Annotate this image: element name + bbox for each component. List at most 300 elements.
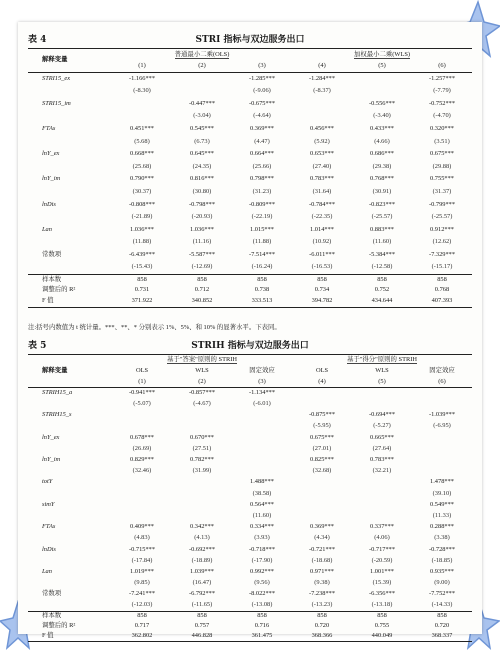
stat-cell: 858 [412, 274, 472, 285]
coef-cell: 0.790*** [130, 175, 154, 183]
row-label: FTAs [42, 523, 56, 531]
stat-cell: 0.717 [134, 622, 150, 630]
table5-method-6: 固定效应 [429, 366, 455, 374]
coef-cell: 0.337*** [370, 523, 394, 531]
tstat-cell: (4.34) [314, 534, 330, 542]
stat-cell: 340.852 [172, 296, 232, 307]
coef-cell: -6.439*** [128, 250, 156, 258]
tstat-cell: (32.46) [132, 467, 152, 475]
coef-cell: -0.718*** [248, 545, 276, 553]
tstat-cell: (-17.84) [131, 556, 153, 564]
coef-cell [232, 432, 292, 443]
coef-cell: -0.721*** [308, 545, 336, 553]
stat-row [28, 285, 472, 296]
row-label: lnDis [42, 545, 56, 553]
tstat-cell [112, 110, 172, 123]
tstat-cell: (-3.04) [193, 112, 211, 120]
tstat-cell: (4.06) [374, 534, 390, 542]
coef-cell: -0.728*** [428, 545, 456, 553]
stat-row [28, 274, 472, 285]
tstat-cell: (-8.30) [133, 87, 151, 95]
stat-cell: 446.828 [172, 631, 232, 641]
coef-cell: 0.369*** [250, 124, 274, 132]
row-label: FTAs [42, 124, 56, 132]
table-row [28, 455, 472, 466]
table-row [28, 224, 472, 237]
tstat-cell [112, 421, 172, 432]
tstat-cell: (-12.03) [131, 601, 153, 609]
stat-cell: 858 [292, 611, 352, 621]
tstat-cell: (-18.85) [431, 556, 453, 564]
table-row-tstat [28, 85, 472, 98]
coef-cell [172, 499, 232, 510]
stat-cell: 858 [232, 611, 292, 621]
tstat-cell: (12.62) [432, 238, 452, 246]
coef-cell: 0.992*** [250, 567, 274, 575]
table-row-tstat [28, 600, 472, 611]
table-row [28, 148, 472, 161]
coef-cell: 0.675*** [430, 150, 454, 158]
coef-cell: 0.645*** [190, 150, 214, 158]
tstat-cell [172, 85, 232, 98]
table4-colnum-2: (2) [198, 62, 206, 70]
stat-cell: 858 [292, 274, 352, 285]
tstat-cell [352, 85, 412, 98]
coef-cell [172, 73, 232, 86]
table5 [28, 354, 472, 642]
stat-cell: 361.475 [232, 631, 292, 641]
table5-colnum-5: (5) [378, 377, 386, 385]
tstat-cell: (-15.17) [431, 263, 453, 271]
coef-cell: -1.134*** [232, 388, 292, 399]
coef-cell: 1.036*** [190, 225, 214, 233]
coef-cell: 0.549*** [430, 500, 454, 508]
tstat-cell [112, 488, 172, 499]
coef-cell: 0.456*** [310, 124, 334, 132]
coef-cell [232, 410, 292, 421]
tstat-cell: (11.60) [372, 238, 392, 246]
tstat-cell: (11.88) [132, 238, 152, 246]
coef-cell [292, 499, 352, 510]
coef-cell: 0.971*** [310, 567, 334, 575]
coef-cell: 0.334*** [250, 523, 274, 531]
tstat-cell: (31.37) [432, 187, 452, 195]
tstat-cell [292, 110, 352, 123]
tstat-cell: (4.83) [134, 534, 150, 542]
coef-cell: -7.241*** [128, 590, 156, 598]
tstat-cell [412, 443, 472, 454]
coef-cell: 0.825*** [310, 456, 334, 464]
table-row-tstat [28, 443, 472, 454]
tstat-cell: (-5.95) [313, 422, 331, 430]
table5-method-3: 固定效应 [249, 366, 275, 374]
table5-colnum-4: (4) [318, 377, 326, 385]
tstat-cell [292, 511, 352, 522]
coef-cell: 1.036*** [130, 225, 154, 233]
row-label: lnY_im [42, 456, 61, 464]
row-label: 常数项 [42, 590, 62, 598]
table-row [28, 477, 472, 488]
coef-cell: -7.238*** [308, 590, 336, 598]
table-row-tstat [28, 555, 472, 566]
table-row [28, 544, 472, 555]
row-label: STRIH15_s [42, 411, 72, 419]
tstat-cell [412, 399, 472, 410]
coef-cell: 0.816*** [190, 175, 214, 183]
tstat-cell: (16.47) [192, 579, 212, 587]
coef-cell: -7.514*** [248, 250, 276, 258]
stat-cell: 394.782 [292, 296, 352, 307]
stat-cell: 0.734 [314, 286, 330, 294]
tstat-cell: (6.73) [194, 137, 210, 145]
coef-cell: -6.356*** [368, 590, 396, 598]
coef-cell [112, 499, 172, 510]
coef-cell: -0.875*** [308, 411, 336, 419]
tstat-cell: (11.16) [192, 238, 212, 246]
table-row-tstat [28, 261, 472, 274]
tstat-cell: (30.80) [192, 187, 212, 195]
coef-cell: 0.783*** [310, 175, 334, 183]
stat-cell: 407.393 [412, 296, 472, 307]
stat-label: 调整后的 R² [42, 622, 76, 630]
table-row-tstat [28, 488, 472, 499]
stat-row [28, 621, 472, 631]
coef-cell: 0.409*** [130, 523, 154, 531]
coef-cell: 0.665*** [370, 433, 394, 441]
coef-cell: 0.678*** [130, 433, 154, 441]
coef-cell: 0.782*** [190, 456, 214, 464]
coef-cell: 0.288*** [430, 523, 454, 531]
coef-cell: -0.717*** [368, 545, 396, 553]
tstat-cell: (-11.65) [191, 601, 213, 609]
coef-cell: -0.798*** [188, 200, 216, 208]
tstat-cell: (39.10) [432, 489, 452, 497]
tstat-cell: (29.88) [432, 162, 452, 170]
stat-cell: 371.922 [112, 296, 172, 307]
coef-cell: 0.451*** [130, 124, 154, 132]
tstat-cell [112, 511, 172, 522]
stat-cell: 858 [412, 611, 472, 621]
stat-cell: 333.513 [232, 296, 292, 307]
tstat-cell: (11.60) [252, 511, 272, 519]
stat-cell: 368.366 [292, 631, 352, 641]
stat-label: 样本数 [28, 611, 112, 621]
row-label: STRI15_ex [28, 73, 112, 86]
coef-cell: -0.799*** [428, 200, 456, 208]
coef-cell: 0.675*** [310, 433, 334, 441]
coef-cell: 0.829*** [130, 456, 154, 464]
table4-colnum-3: (3) [258, 62, 266, 70]
tstat-cell: (-18.68) [311, 556, 333, 564]
stat-label: F 值 [28, 296, 112, 307]
tstat-cell: (27.40) [312, 162, 332, 170]
coef-cell [292, 477, 352, 488]
tstat-cell: (-12.58) [371, 263, 393, 271]
coef-cell: -1.257*** [412, 73, 472, 86]
stat-cell: 858 [172, 274, 232, 285]
coef-cell: 0.768*** [370, 175, 394, 183]
tstat-cell [412, 466, 472, 477]
coef-cell: -1.166*** [112, 73, 172, 86]
coef-cell: 1.014*** [310, 225, 334, 233]
table-row [28, 98, 472, 111]
coef-cell: -6.792*** [188, 590, 216, 598]
tstat-cell: (27.01) [312, 444, 332, 452]
table5-group-answer: 基于"答案"原则的 STRIH [112, 355, 292, 366]
row-label: lnY_ex [42, 433, 60, 441]
coef-cell: 1.015*** [250, 225, 274, 233]
tstat-cell [292, 488, 352, 499]
table-row [28, 589, 472, 600]
row-label: lnY_ex [42, 150, 60, 158]
coef-cell: 0.755*** [430, 175, 454, 183]
tstat-cell: (-22.35) [311, 213, 333, 221]
table4-group-wls: 加权最小二乘(WLS) [292, 49, 472, 61]
tstat-cell: (31.23) [252, 187, 272, 195]
stat-cell: 440.049 [352, 631, 412, 641]
coef-cell [112, 410, 172, 421]
tstat-cell: (-9.06) [253, 87, 271, 95]
tstat-cell [352, 511, 412, 522]
coef-cell [112, 98, 172, 111]
coef-cell: 1.019*** [130, 567, 154, 575]
tstat-cell [232, 466, 292, 477]
tstat-cell: (9.85) [134, 579, 150, 587]
tstat-cell: (30.91) [372, 187, 392, 195]
tstat-cell: (-16.53) [311, 263, 333, 271]
tstat-cell: (25.66) [252, 162, 272, 170]
table-row-tstat [28, 466, 472, 477]
table5-method-4: OLS [315, 366, 329, 374]
table4-colnum-5: (5) [378, 62, 386, 70]
coef-cell: -0.675*** [248, 99, 276, 107]
tstat-cell: (30.37) [132, 187, 152, 195]
stat-cell: 0.731 [134, 286, 150, 294]
coef-cell: -0.692*** [188, 545, 216, 553]
table5-method-1: OLS [135, 366, 149, 374]
tstat-cell: (-7.79) [433, 87, 451, 95]
tstat-cell: (-4.64) [253, 112, 271, 120]
tstat-cell: (-14.33) [431, 601, 453, 609]
tstat-cell: (-22.19) [251, 213, 273, 221]
table5-method-2: WLS [195, 366, 209, 374]
tstat-cell: (9.00) [434, 579, 450, 587]
tstat-cell: (27.64) [372, 444, 392, 452]
table5-group-score: 基于"得分"原则的 STRIH [292, 355, 472, 366]
coef-cell [292, 98, 352, 111]
table4-title: STRI 指标与双边服务出口 [195, 35, 305, 45]
tstat-cell: (-13.18) [371, 601, 393, 609]
tstat-cell: (5.68) [134, 137, 150, 145]
table-row-tstat [28, 399, 472, 410]
tstat-cell: (-25.57) [371, 213, 393, 221]
coef-cell: -1.284*** [292, 73, 352, 86]
tstat-cell [172, 488, 232, 499]
table4-colnum-6: (6) [438, 62, 446, 70]
tstat-cell: (-8.37) [313, 87, 331, 95]
coef-cell: -0.447*** [188, 99, 216, 107]
tstat-cell: (-13.23) [311, 601, 333, 609]
table-row-tstat [28, 236, 472, 249]
tstat-cell: (29.38) [372, 162, 392, 170]
coef-cell: 0.433*** [370, 124, 394, 132]
coef-cell: 0.369*** [310, 523, 334, 531]
row-label: Lan [42, 225, 52, 233]
stat-row [28, 611, 472, 621]
stat-cell: 0.720 [434, 622, 450, 630]
table4 [28, 48, 472, 308]
table5-title: STRIH 指标与双边服务出口 [191, 341, 309, 351]
table-row-tstat [28, 135, 472, 148]
coef-cell [112, 477, 172, 488]
coef-cell: 0.798*** [250, 175, 274, 183]
tstat-cell: (25.68) [132, 162, 152, 170]
table-row [28, 567, 472, 578]
coef-cell: 0.883*** [370, 225, 394, 233]
table5-colnum-1: (1) [138, 377, 146, 385]
table5-colnum-6: (6) [438, 377, 446, 385]
tstat-cell [352, 399, 412, 410]
tstat-cell: (-5.07) [133, 400, 151, 408]
tstat-cell: (-17.90) [251, 556, 273, 564]
coef-cell: 0.670*** [190, 433, 214, 441]
stat-label: 样本数 [28, 274, 112, 285]
tstat-cell: (-18.89) [191, 556, 213, 564]
stat-label: F 值 [28, 631, 112, 641]
table-row-tstat [28, 161, 472, 174]
coef-cell: -7.329*** [428, 250, 456, 258]
coef-cell: -8.022*** [248, 590, 276, 598]
stat-cell: 362.802 [112, 631, 172, 641]
table-row [28, 73, 472, 86]
table4-var-header: 解释变量 [28, 49, 112, 73]
coef-cell: -0.823*** [368, 200, 396, 208]
table5-colnum-2: (2) [198, 377, 206, 385]
tstat-cell: (-6.95) [433, 422, 451, 430]
stat-cell: 0.755 [374, 622, 390, 630]
table4-colnum-4: (4) [318, 62, 326, 70]
row-label: STRI15_im [42, 99, 71, 107]
tstat-cell: (-5.27) [373, 422, 391, 430]
tstat-cell [172, 511, 232, 522]
table-row [28, 198, 472, 211]
coef-cell: -5.384*** [368, 250, 396, 258]
tstat-cell: (38.58) [252, 489, 272, 497]
tstat-cell [292, 399, 352, 410]
coef-cell: 0.342*** [190, 523, 214, 531]
coef-cell: -0.715*** [128, 545, 156, 553]
table-note: 注:括号内数值为 t 统计量。***、**、* 分别表示 1%、5%、和 10% 的显著水平。下表同。 [28, 324, 281, 331]
tstat-cell: (3.93) [254, 534, 270, 542]
coef-cell: 0.668*** [130, 150, 154, 158]
coef-cell: 0.935*** [430, 567, 454, 575]
tstat-cell: (10.92) [312, 238, 332, 246]
document-page [18, 22, 482, 639]
coef-cell: -0.556*** [368, 99, 396, 107]
stat-cell: 0.738 [254, 286, 270, 294]
stat-cell: 858 [112, 611, 172, 621]
stat-row [28, 296, 472, 307]
coef-cell: -0.808*** [128, 200, 156, 208]
tstat-cell: (27.51) [192, 444, 212, 452]
coef-cell: 0.564*** [250, 500, 274, 508]
tstat-cell: (32.68) [312, 467, 332, 475]
stat-cell: 0.768 [434, 286, 450, 294]
table4-colnum-1: (1) [138, 62, 146, 70]
coef-cell: 1.488*** [250, 478, 274, 486]
tstat-cell: (3.51) [434, 137, 450, 145]
table5-var-header: 解释变量 [28, 355, 112, 388]
tstat-cell: (3.38) [434, 534, 450, 542]
coef-cell: 1.001*** [370, 567, 394, 575]
coef-cell [232, 455, 292, 466]
table-row [28, 173, 472, 186]
row-label: STRIH15_a [28, 388, 112, 399]
coef-cell: -0.857*** [172, 388, 232, 399]
tstat-cell: (11.33) [432, 511, 452, 519]
tstat-cell: (-13.08) [251, 601, 273, 609]
table-row [28, 499, 472, 510]
coef-cell [292, 388, 352, 399]
table5-colnum-3: (3) [258, 377, 266, 385]
table-row-tstat [28, 533, 472, 544]
coef-cell: -7.752*** [428, 590, 456, 598]
coef-cell: -0.784*** [308, 200, 336, 208]
table-row-tstat [28, 211, 472, 224]
tstat-cell: (-4.70) [433, 112, 451, 120]
coef-cell: 0.320*** [430, 124, 454, 132]
row-label: Lan [42, 567, 52, 575]
stat-cell: 858 [352, 611, 412, 621]
row-label: totY [42, 478, 53, 486]
tstat-cell: (24.35) [192, 162, 212, 170]
stat-row [28, 631, 472, 641]
tstat-cell: (-12.69) [191, 263, 213, 271]
coef-cell: 0.686*** [370, 150, 394, 158]
table-row [28, 388, 472, 399]
tstat-cell [172, 421, 232, 432]
coef-cell: -0.752*** [428, 99, 456, 107]
table-row-tstat [28, 578, 472, 589]
coef-cell: 0.664*** [250, 150, 274, 158]
table-row [28, 410, 472, 421]
coef-cell: -5.587*** [188, 250, 216, 258]
coef-cell: 1.478*** [430, 478, 454, 486]
tstat-cell: (-4.67) [193, 400, 211, 408]
coef-cell: 0.912*** [430, 225, 454, 233]
coef-cell: -6.011*** [309, 250, 335, 258]
stat-cell: 0.712 [194, 286, 210, 294]
table5-label: 表 5 [28, 341, 47, 351]
coef-cell: -0.809*** [248, 200, 276, 208]
stat-cell: 434.644 [352, 296, 412, 307]
table-row [28, 249, 472, 262]
coef-cell: -1.039*** [428, 411, 456, 419]
tstat-cell [232, 443, 292, 454]
tstat-cell: (-3.40) [373, 112, 391, 120]
stat-cell: 0.757 [194, 622, 210, 630]
tstat-cell: (26.69) [132, 444, 152, 452]
tstat-cell: (4.13) [194, 534, 210, 542]
row-label: simY [42, 500, 55, 508]
tstat-cell: (-6.01) [253, 400, 271, 408]
coef-cell: -1.285*** [232, 73, 292, 86]
stat-cell: 368.337 [412, 631, 472, 641]
coef-cell: 0.653*** [310, 150, 334, 158]
coef-cell [412, 388, 472, 399]
table-row [28, 432, 472, 443]
stat-cell: 858 [172, 611, 232, 621]
